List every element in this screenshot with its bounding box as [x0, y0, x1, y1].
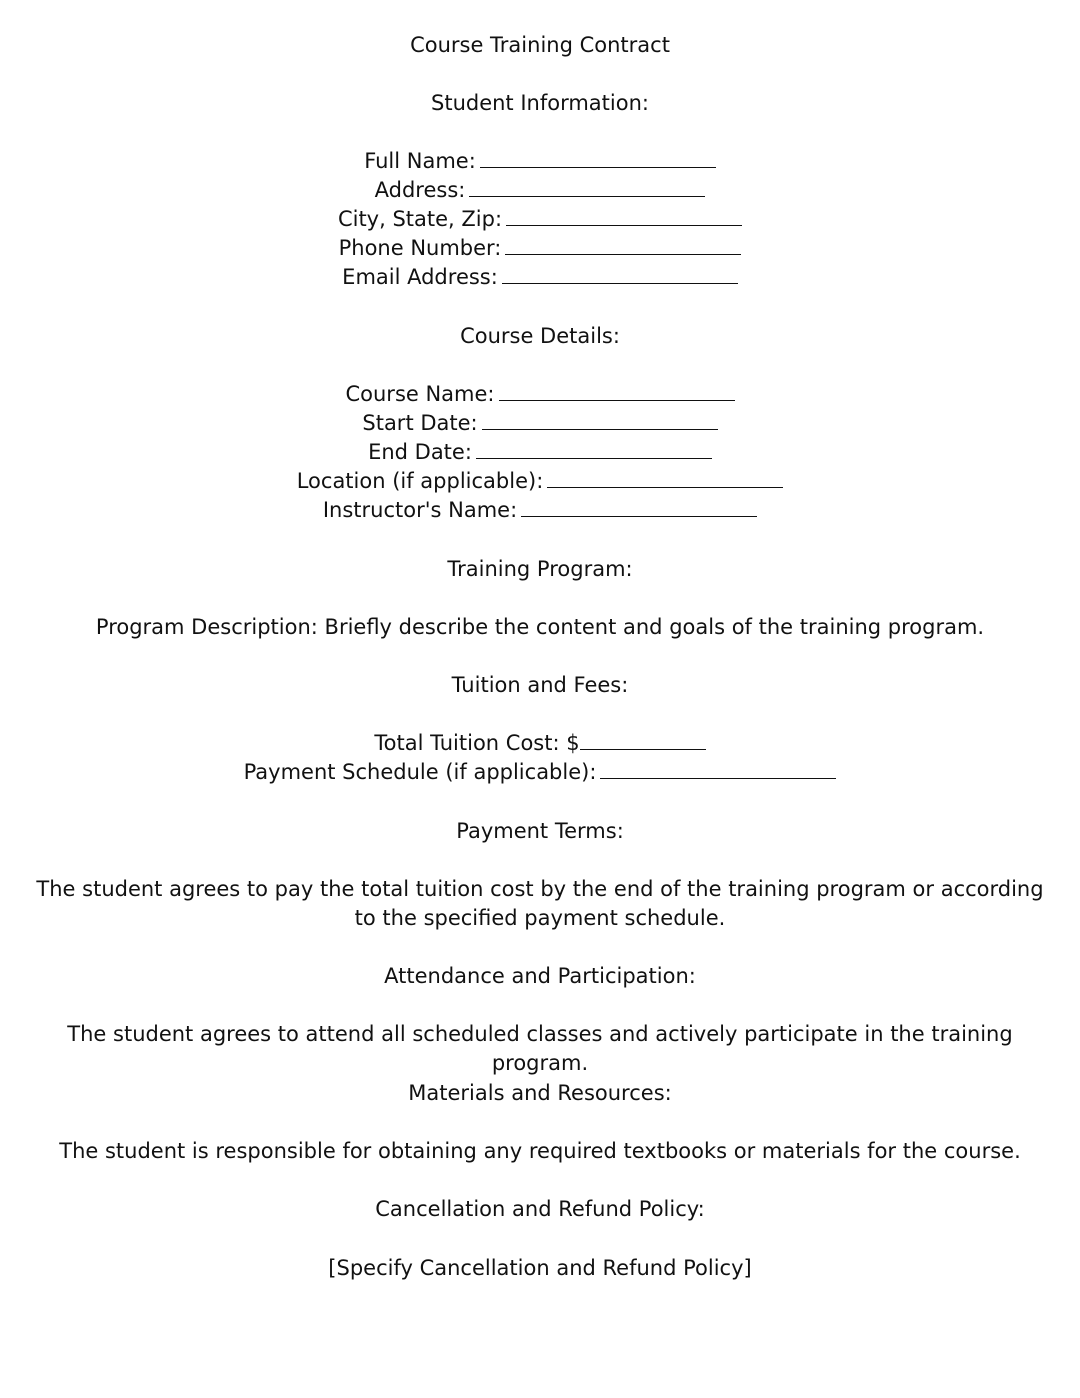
address-field: Address: [0, 176, 1080, 205]
training-program-heading: Training Program: [447, 557, 633, 581]
city-state-zip-blank[interactable] [506, 207, 742, 226]
cancellation-heading: Cancellation and Refund Policy: [375, 1197, 705, 1221]
document-title: Course Training Contract [410, 33, 670, 57]
payment-schedule-blank[interactable] [600, 760, 836, 779]
end-date-field: End Date: [0, 438, 1080, 467]
tuition-and-fees-heading: Tuition and Fees: [451, 673, 629, 697]
attendance-heading: Attendance and Participation: [384, 964, 696, 988]
materials-heading: Materials and Resources: [408, 1081, 672, 1105]
total-tuition-cost-field: Total Tuition Cost: $ [0, 729, 1080, 758]
location-blank[interactable] [547, 469, 783, 488]
location-field: Location (if applicable): [0, 467, 1080, 496]
phone-number-field: Phone Number: [0, 234, 1080, 263]
course-details-heading: Course Details: [460, 324, 620, 348]
payment-schedule-field: Payment Schedule (if applicable): [0, 758, 1080, 787]
materials-text: The student is responsible for obtaining any required textbooks or materials for the course. [59, 1139, 1021, 1163]
cancellation-placeholder: [Specify Cancellation and Refund Policy] [328, 1256, 752, 1280]
instructor-name-blank[interactable] [521, 498, 757, 517]
attendance-text: The student agrees to attend all scheduled classes and actively participate in the training program. [67, 1022, 1013, 1075]
student-information-heading: Student Information: [431, 91, 649, 115]
payment-terms-heading: Payment Terms: [456, 819, 624, 843]
email-address-field: Email Address: [0, 263, 1080, 292]
full-name-blank[interactable] [480, 149, 716, 168]
end-date-blank[interactable] [476, 440, 712, 459]
course-name-blank[interactable] [499, 382, 735, 401]
address-blank[interactable] [469, 178, 705, 197]
phone-number-blank[interactable] [505, 236, 741, 255]
start-date-blank[interactable] [482, 411, 718, 430]
course-name-field: Course Name: [0, 380, 1080, 409]
start-date-field: Start Date: [0, 409, 1080, 438]
email-address-blank[interactable] [502, 265, 738, 284]
program-description: Program Description: Briefly describe the content and goals of the training program. [95, 615, 985, 639]
total-tuition-cost-blank[interactable] [580, 731, 706, 750]
full-name-field: Full Name: [0, 147, 1080, 176]
payment-terms-text: The student agrees to pay the total tuition cost by the end of the training program or according to the specified payment schedule. [36, 877, 1044, 930]
instructor-name-field: Instructor's Name: [0, 496, 1080, 525]
city-state-zip-field: City, State, Zip: [0, 205, 1080, 234]
